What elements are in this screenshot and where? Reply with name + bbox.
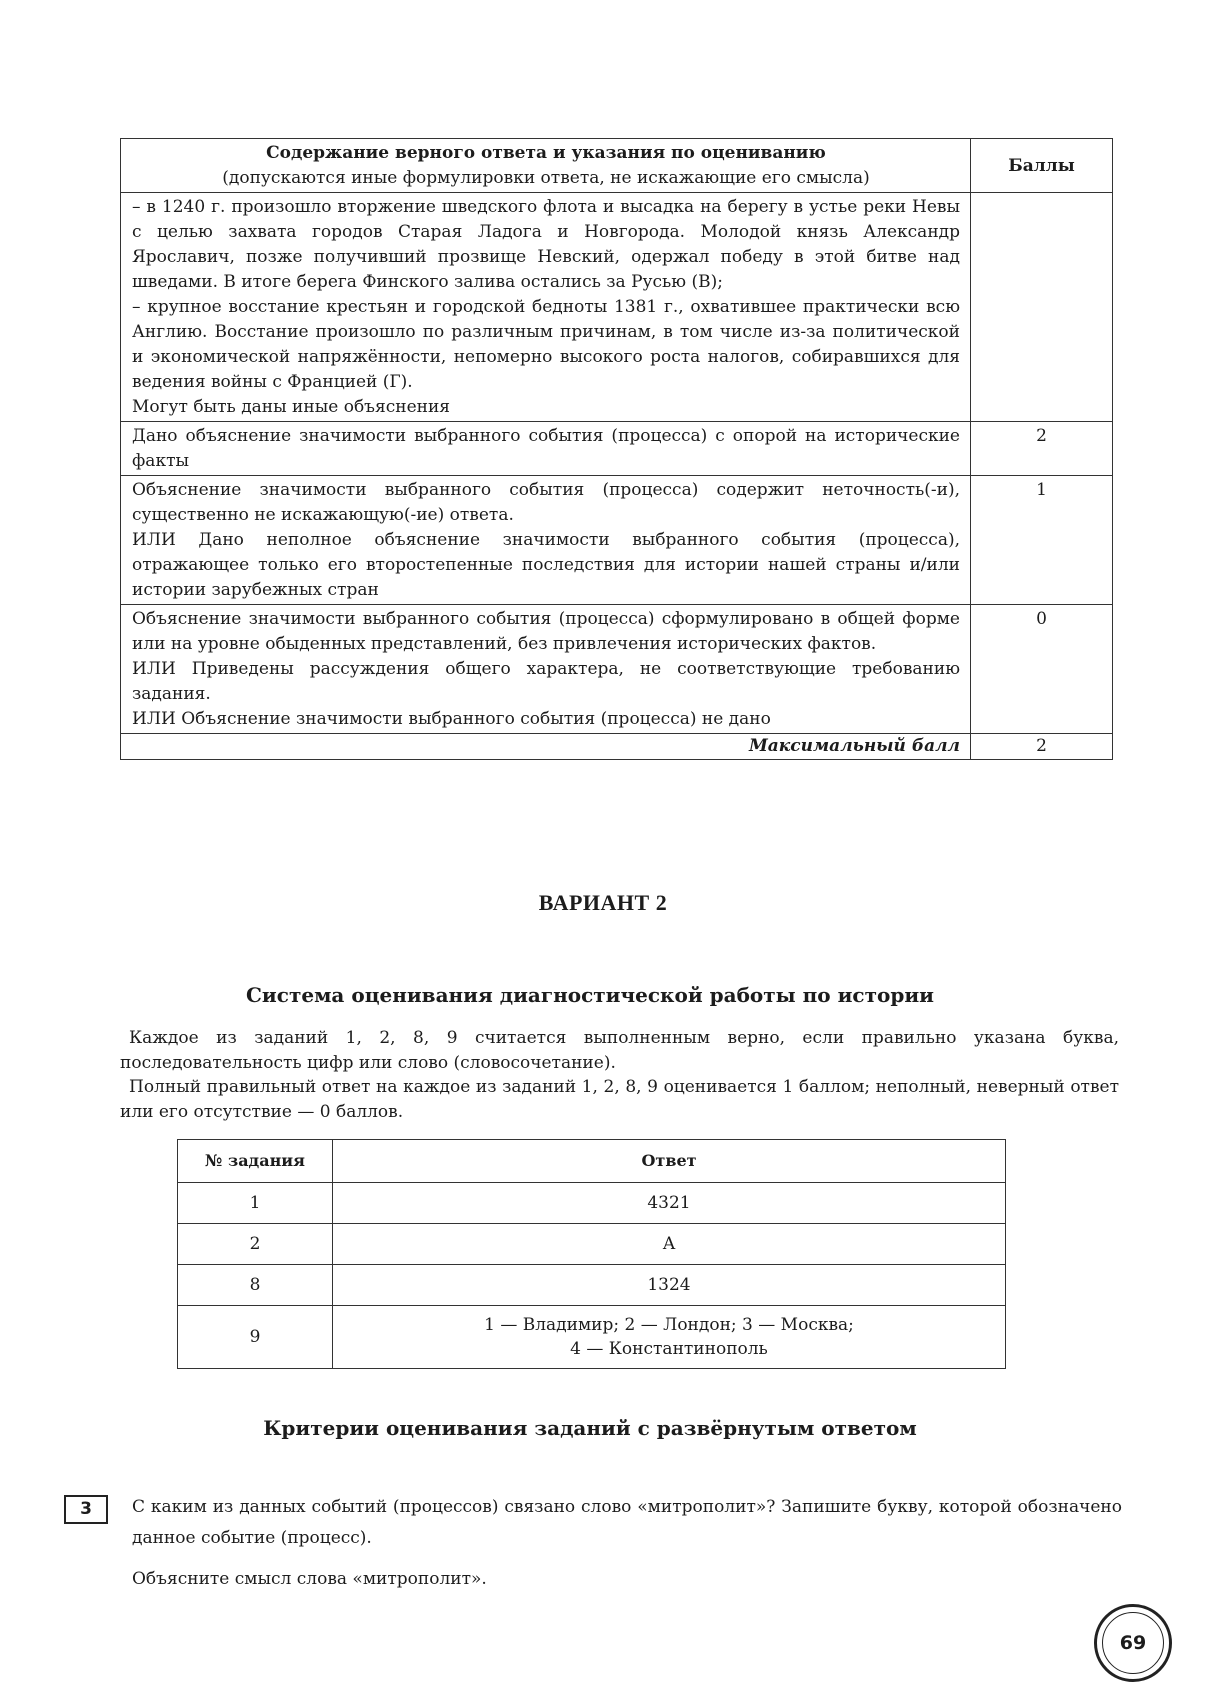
criteria-header-points: Баллы	[971, 139, 1113, 193]
answer-value: 4321	[333, 1183, 1006, 1224]
answer-task-number: 9	[178, 1306, 333, 1369]
answer-value: А	[333, 1224, 1006, 1265]
scoring-paragraph-1	[120, 1026, 1119, 1076]
answer-header-answer: Ответ	[333, 1140, 1006, 1183]
task-question: С каким из данных событий (процессов) связано слово «митрополит»? Запишите букву, которой обозначено данное событие (процесс).	[132, 1497, 1122, 1548]
answer-task-number: 2	[178, 1224, 333, 1265]
page-number: 69	[1102, 1612, 1164, 1674]
answer-table	[177, 1139, 1006, 1369]
criteria-description	[121, 605, 971, 734]
criteria-text: ИЛИ Объяснение значимости выбранного события (процесса) не дано	[132, 709, 771, 729]
answer-value-line: 4 — Константинополь	[570, 1339, 768, 1359]
criteria-points: 1	[971, 476, 1113, 605]
criteria-header-line: (допускаются иные формулировки ответа, не искажающие его смысла)	[222, 168, 870, 188]
criteria-text: Объяснение значимости выбранного события (процесса) сформулировано в общей форме или на уровне обыденных представлений, без привлечения исторических фактов.	[132, 609, 960, 654]
task-extra-question: Объясните смысл слова «митрополит».	[132, 1569, 487, 1589]
criteria-intro-points	[971, 193, 1113, 422]
criteria-description	[121, 476, 971, 605]
answer-header-number: № задания	[178, 1140, 333, 1183]
answer-task-number: 1	[178, 1183, 333, 1224]
answer-value: 1324	[333, 1265, 1006, 1306]
criteria-text: Объяснение значимости выбранного события (процесса) содержит неточность(-и), существенно не искажающую(-ие) ответа.	[132, 480, 960, 525]
answer-task-number: 8	[178, 1265, 333, 1306]
criteria-header-line: Содержание верного ответа и указания по оцениванию	[266, 143, 826, 163]
criteria-row	[121, 605, 1113, 734]
variant-title: ВАРИАНТ 2	[538, 890, 668, 915]
criteria-title: Критерии оценивания заданий с развёрнутым ответом	[263, 1416, 917, 1440]
criteria-intro-cell	[121, 193, 971, 422]
answer-row	[178, 1224, 1006, 1265]
criteria-header-row	[121, 139, 1113, 193]
criteria-intro-row	[121, 193, 1113, 422]
criteria-text: ИЛИ Приведены рассуждения общего характера, не соответствующие требованию задания.	[132, 659, 960, 704]
page-number-badge	[1094, 1604, 1172, 1682]
answer-row	[178, 1306, 1006, 1369]
scoring-paragraph-2-text: Полный правильный ответ на каждое из заданий 1, 2, 8, 9 оценивается 1 баллом; неполный, неверный ответ или его отсутствие — 0 баллов.	[120, 1077, 1119, 1122]
criteria-text: Дано объяснение значимости выбранного события (процесса) с опорой на исторические факты	[132, 426, 960, 471]
scoring-paragraph-1-text: Каждое из заданий 1, 2, 8, 9 считается выполненным верно, если правильно указана буква, последовательность цифр или слово (словосочетание).	[120, 1028, 1119, 1073]
criteria-points: 2	[971, 422, 1113, 476]
task-number-box: 3	[64, 1495, 108, 1524]
criteria-row	[121, 422, 1113, 476]
answer-value-line: 1 — Владимир; 2 — Лондон; 3 — Москва;	[484, 1315, 854, 1335]
answer-row	[178, 1265, 1006, 1306]
criteria-table	[120, 138, 1113, 760]
criteria-description	[121, 422, 971, 476]
answer-row	[178, 1183, 1006, 1224]
criteria-text: ИЛИ Дано неполное объяснение значимости выбранного события (процесса), отражающее только его второстепенные последствия для истории нашей страны и/или истории зарубежных стран	[132, 530, 960, 600]
system-title: Система оценивания диагностической работы по истории	[246, 983, 934, 1007]
criteria-max-row	[121, 734, 1113, 760]
answer-header-row	[178, 1140, 1006, 1183]
answer-value	[333, 1306, 1006, 1369]
criteria-intro-text: Могут быть даны иные объяснения	[132, 397, 451, 417]
scoring-paragraph-2	[120, 1075, 1119, 1125]
criteria-points: 0	[971, 605, 1113, 734]
max-score-label: Максимальный балл	[121, 734, 971, 760]
criteria-intro-text: – крупное восстание крестьян и городской бедноты 1381 г., охватившее практически всю Англию. Восстание произошло по различным причинам, в том числе из-за политической и экономической напряжённости, непомерно высокого роста налогов, собиравшихся для ведения войны с Францией (Г).	[132, 297, 960, 392]
criteria-row	[121, 476, 1113, 605]
criteria-header-content	[121, 139, 971, 193]
criteria-intro-text: – в 1240 г. произошло вторжение шведского флота и высадка на берегу в устье реки Невы с целью захвата городов Старая Ладога и Новгорода. Молодой князь Александр Ярославич, позже получивший прозвище Невский, одержал победу в этой битве над шведами. В итоге берега Финского залива остались за Русью (В);	[132, 197, 960, 292]
max-score-value: 2	[971, 734, 1113, 760]
